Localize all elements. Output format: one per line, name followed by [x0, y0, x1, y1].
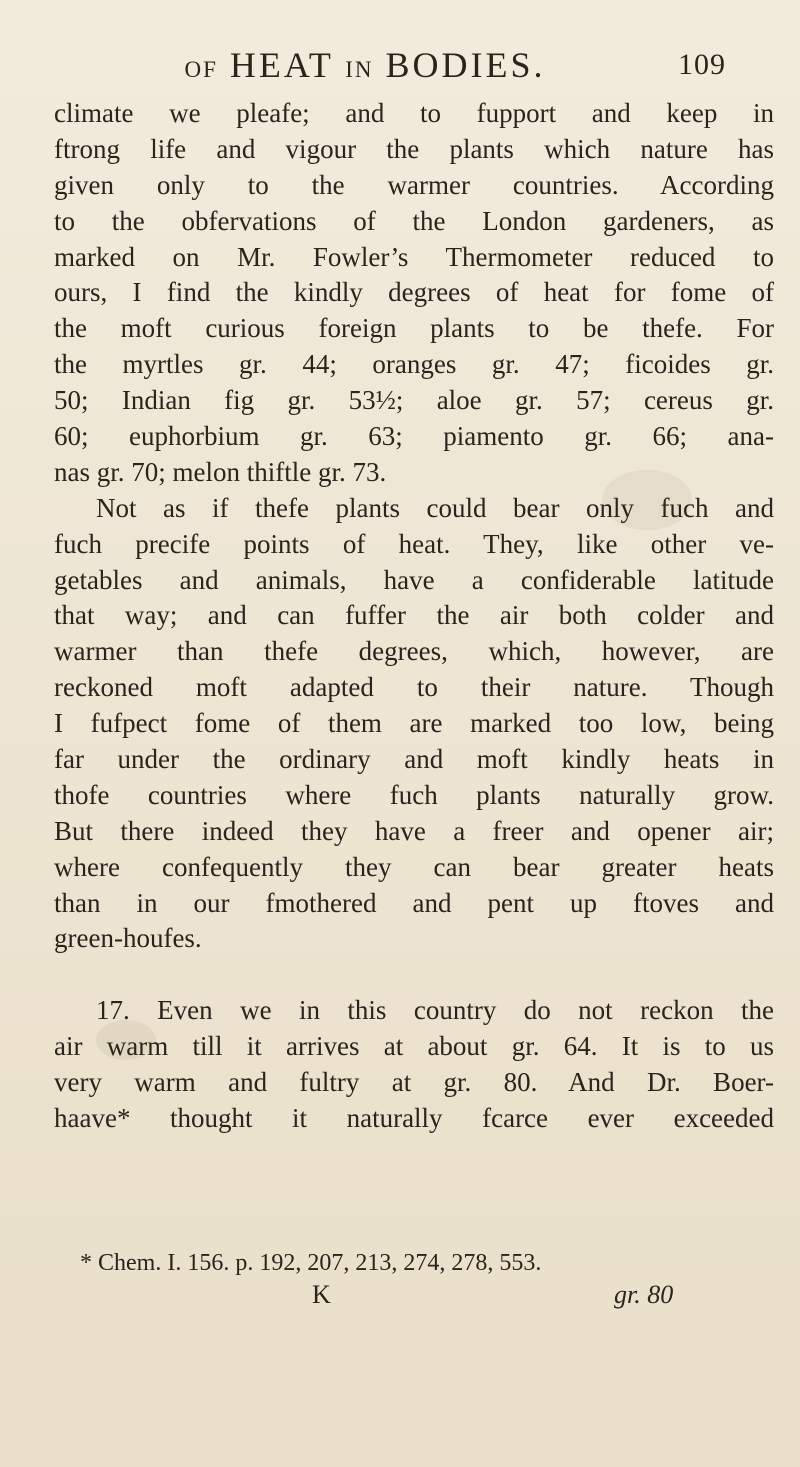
text-line: to the obfervations of the London gardeners, as	[54, 205, 774, 236]
text-line: reckoned moft adapted to their nature. Though	[54, 672, 774, 703]
text-line: the moft curious foreign plants to be thefe. For	[54, 313, 774, 344]
text-line: the myrtles gr. 44; oranges gr. 47; ficoides gr.	[54, 349, 774, 380]
running-head-title	[85, 44, 645, 86]
paragraph-gap	[54, 957, 774, 993]
page-foot	[0, 1280, 800, 1320]
text-line: where confequently they can bear greater heats	[54, 851, 774, 882]
text-line: green-houfes.	[54, 923, 202, 954]
text-line: 17. Even we in this country do not reckon the	[96, 995, 774, 1026]
text-line: ftrong life and vigour the plants which nature has	[54, 133, 774, 164]
text-line: Not as if thefe plants could bear only fuch and	[96, 492, 774, 523]
page-number: 109	[678, 48, 726, 81]
text-line: fuch precife points of heat. They, like other ve-	[54, 528, 774, 559]
text-line: nas gr. 70; melon thiftle gr. 73.	[54, 456, 387, 487]
body-text	[54, 96, 774, 1137]
text-line: ours, I find the kindly degrees of heat for fome of	[54, 277, 774, 308]
text-line: 60; euphorbium gr. 63; piamento gr. 66; ana-	[54, 421, 774, 452]
footnote: * Chem. I. 156. p. 192, 207, 213, 274, 278, 553.	[80, 1250, 542, 1276]
running-head-end: BODIES.	[385, 45, 546, 85]
text-line: 50; Indian fig gr. 53½; aloe gr. 57; cereus gr.	[54, 385, 774, 416]
running-head-main: HEAT	[229, 45, 334, 85]
text-line: I fufpect fome of them are marked too low, being	[54, 708, 774, 739]
text-line: than in our fmothered and pent up ftoves and	[54, 887, 774, 918]
text-line: far under the ordinary and moft kindly heats in	[54, 744, 774, 775]
running-head	[0, 44, 800, 94]
text-line: given only to the warmer countries. According	[54, 169, 774, 200]
text-line: warmer than thefe degrees, which, however, are	[54, 636, 774, 667]
running-head-prefix: OF	[184, 57, 218, 82]
catchword: gr. 80	[614, 1280, 674, 1309]
text-line: haave* thought it naturally fcarce ever exceeded	[54, 1103, 774, 1134]
text-line: climate we pleafe; and to fupport and keep in	[54, 98, 774, 128]
text-line: getables and animals, have a confiderable latitude	[54, 564, 774, 595]
text-line: But there indeed they have a freer and opener air;	[54, 815, 774, 846]
text-line: thofe countries where fuch plants naturally grow.	[54, 779, 774, 810]
text-line: air warm till it arrives at about gr. 64. It is to us	[54, 1031, 774, 1062]
text-line: very warm and fultry at gr. 80. And Dr. Boer-	[54, 1067, 774, 1098]
running-head-connector: IN	[345, 57, 374, 82]
text-line: marked on Mr. Fowler’s Thermometer reduced to	[54, 241, 774, 272]
text-line: that way; and can fuffer the air both colder and	[54, 600, 774, 631]
signature-mark: K	[312, 1280, 331, 1309]
